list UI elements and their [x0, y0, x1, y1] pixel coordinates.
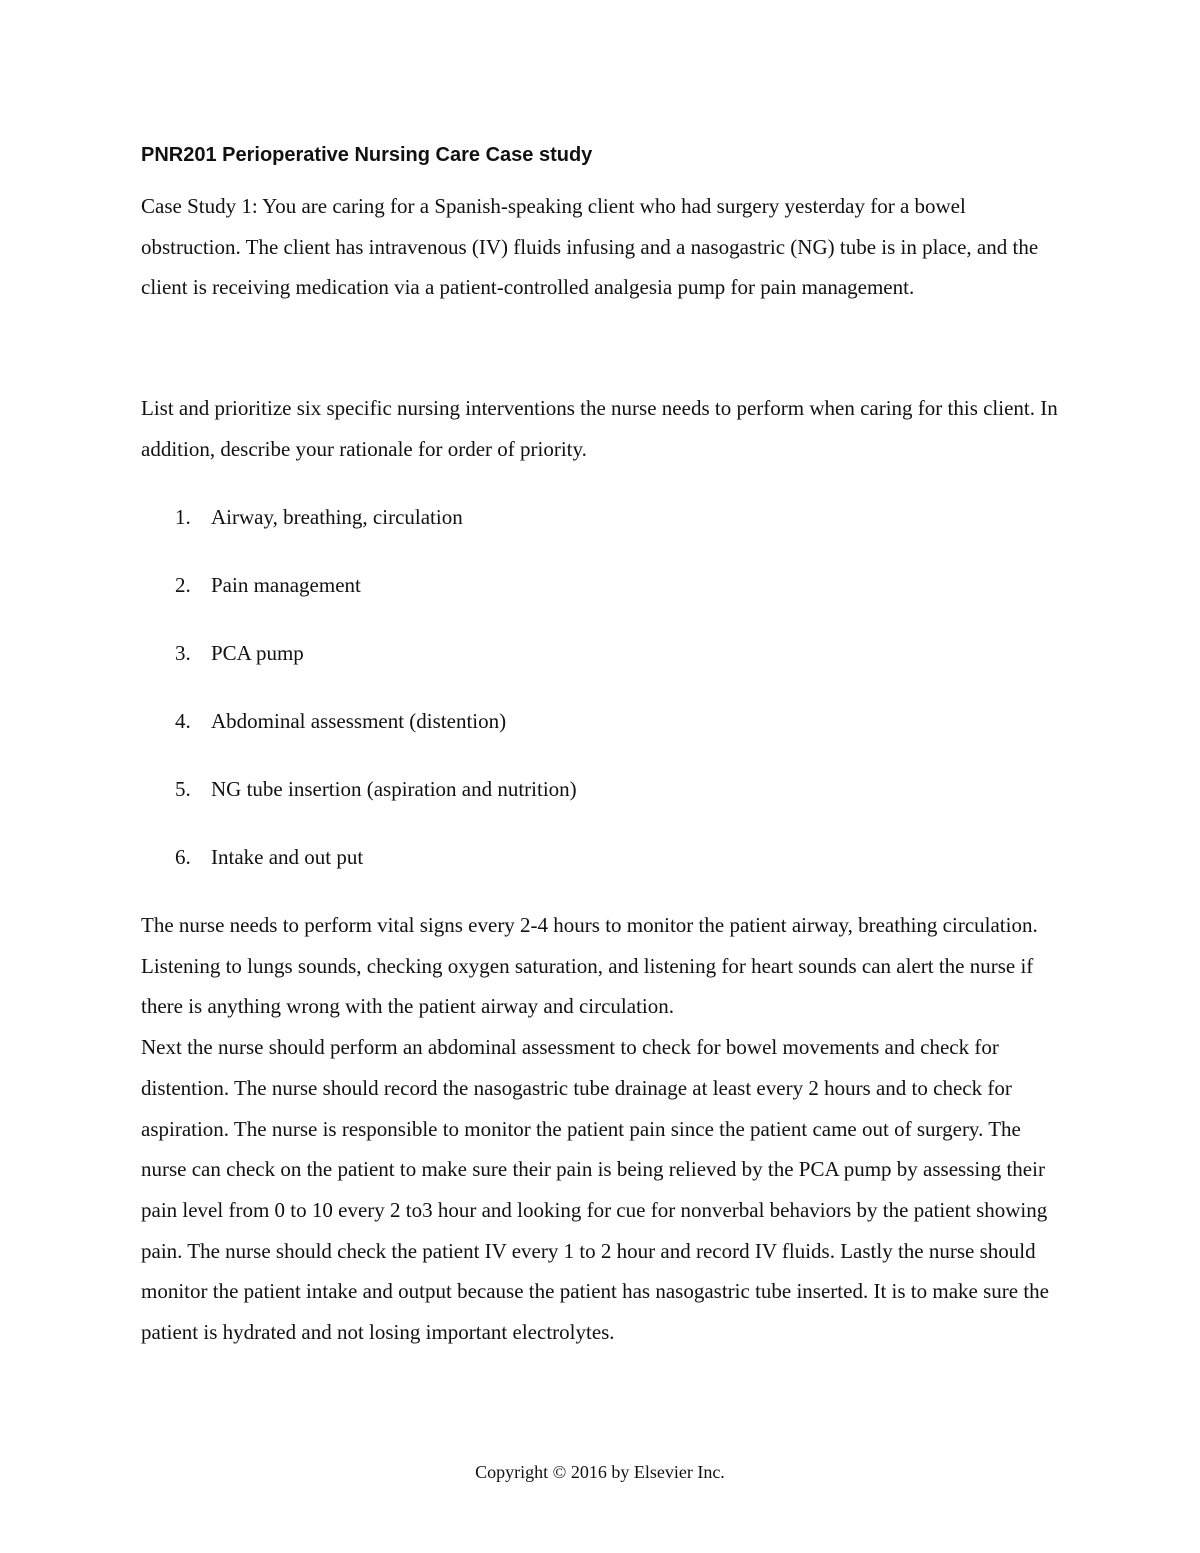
list-item-text: Abdominal assessment (distention)	[211, 709, 507, 733]
interventions-list	[141, 497, 1066, 905]
list-item-number: 2.	[175, 573, 191, 597]
copyright-footer: Copyright © 2016 by Elsevier Inc.	[475, 1462, 725, 1482]
rationale-section	[141, 905, 1066, 1353]
list-item-text: Pain management	[211, 573, 361, 597]
question-paragraph: List and prioritize six specific nursing interventions the nurse needs to perform when caring for this client. In addition, describe your rationale for order of priority.	[141, 396, 1058, 461]
rationale-paragraph: The nurse needs to perform vital signs every 2-4 hours to monitor the patient airway, breathing circulation. Listening to lungs sounds, checking oxygen saturation, and listening for heart sounds can alert the nurse if there is anything wrong with the patient airway and circulation.	[141, 913, 1038, 1019]
case-study-paragraph: Case Study 1: You are caring for a Spanish-speaking client who had surgery yesterday for a bowel obstruction. The client has intravenous (IV) fluids infusing and a nasogastric (NG) tube is in place, and the client is receiving medication via a patient-controlled analgesia pump for pain management.	[141, 194, 1039, 300]
list-item	[141, 769, 1066, 837]
list-item-number: 3.	[175, 641, 191, 665]
list-item	[141, 633, 1066, 701]
list-item-number: 1.	[175, 505, 191, 529]
list-item	[141, 701, 1066, 769]
list-item-text: PCA pump	[211, 641, 304, 665]
rationale-paragraph-2: Next the nurse should perform an abdominal assessment to check for bowel movements and check for distention. The nurse should record the nasogastric tube drainage at least every 2 hours and to check for aspiration. The nurse is responsible to monitor the patient pain since the patient came out of surgery. The nurse can check on the patient to make sure their pain is being relieved by the PCA pump by assessing their pain level from 0 to 10 every 2 to3 hour and looking for cue for nonverbal behaviors by the patient showing pain. The nurse should check the patient IV every 1 to 2 hour and record IV fluids. Lastly the nurse should monitor the patient intake and output because the patient has nasogastric tube inserted. It is to make sure the patient is hydrated and not losing important electrolytes.	[141, 1035, 1049, 1345]
list-item	[141, 837, 1066, 905]
list-item-text: NG tube insertion (aspiration and nutrition)	[211, 777, 577, 801]
list-item-number: 5.	[175, 777, 191, 801]
list-item-number: 4.	[175, 709, 191, 733]
list-item-text: Airway, breathing, circulation	[211, 505, 463, 529]
list-item-number: 6.	[175, 845, 191, 869]
document-title: PNR201 Perioperative Nursing Care Case study	[141, 144, 593, 166]
list-item-text: Intake and out put	[211, 845, 364, 869]
list-item	[141, 497, 1066, 565]
list-item	[141, 565, 1066, 633]
